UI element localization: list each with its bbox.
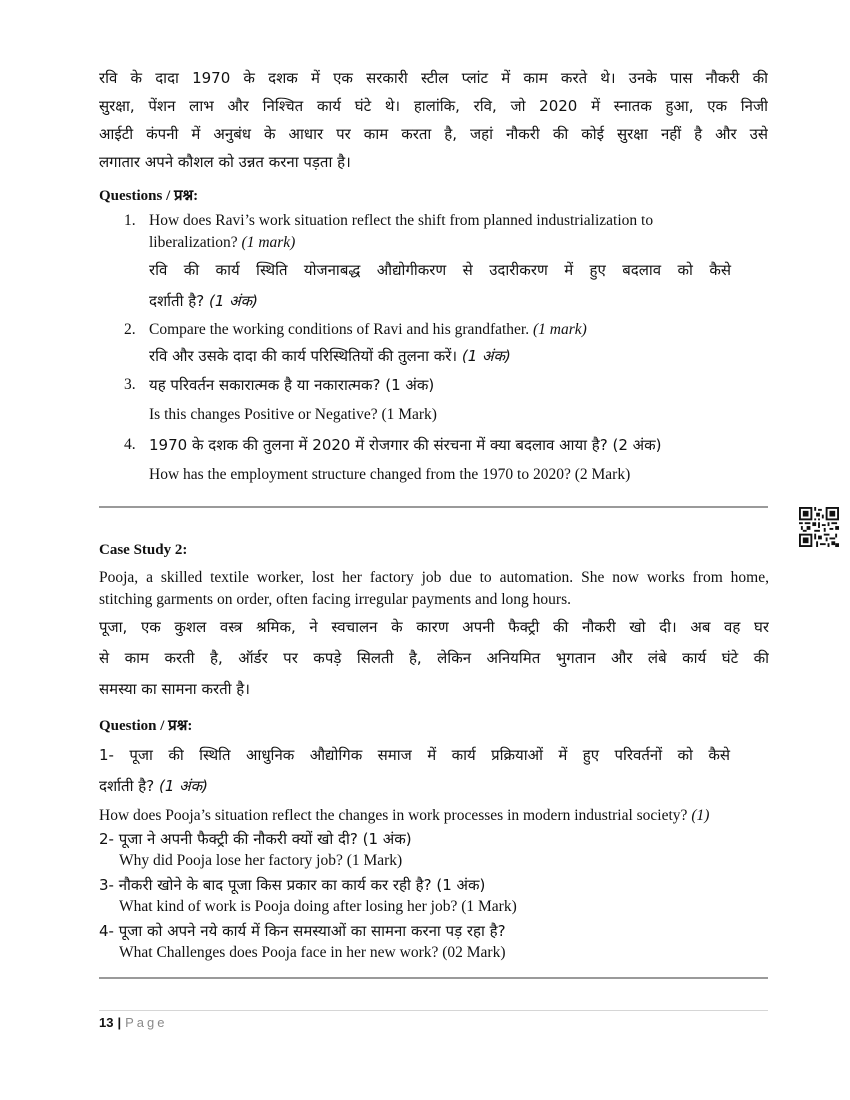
footer-rule (99, 1010, 768, 1011)
q1-hi-line2 (149, 291, 258, 311)
q1-hi-line1: रवि की कार्य स्थिति योजनाबद्ध औद्योगीकरण से उदारीकरण में हुए बदलाव को कैसे (149, 261, 731, 279)
case-en-line-1: Pooja, a skilled textile worker, lost her factory job due to automation. She now works from home, (99, 569, 769, 586)
q2-en-line1 (149, 321, 587, 339)
section-divider-2 (99, 977, 768, 979)
q1-en-line2 (149, 234, 295, 252)
qr-code-icon (799, 507, 839, 547)
page-number: 13 (99, 1015, 114, 1030)
case-study-title: Case Study 2: (99, 542, 188, 558)
case-hi-line-1: पूजा, एक कुशल वस्त्र श्रमिक, ने स्वचालन के कारण अपनी फैक्ट्री की नौकरी खो दी। अब वह घर (99, 618, 769, 636)
page-footer (99, 1015, 167, 1030)
case-hi-line-2: से काम करती है, ऑर्डर पर कपड़े सिलती है, लेकिन अनियमित भुगतान और लंबे कार्य घंटे की (99, 649, 769, 667)
q4-number: 4. (124, 436, 136, 453)
intro-line-3: आईटी कंपनी में अनुबंध के आधार पर काम करता है, जहां नौकरी की कोई सुरक्षा नहीं है और उसे (99, 125, 768, 143)
question-heading-2: Question / प्रश्न: (99, 718, 193, 734)
q1-hi-text: दर्शाती है? (149, 292, 205, 310)
q1-en-mark: (1 mark) (241, 234, 296, 251)
q1-number: 1. (124, 212, 136, 229)
intro-paragraph (99, 68, 768, 188)
q1-hi-mark: (1 अंक) (208, 292, 258, 310)
q2-en-mark: (1 mark) (532, 321, 587, 338)
cq1-en-text: How does Pooja’s situation reflect the changes in work processes in modern industrial society? (99, 807, 688, 824)
cq1-hi-line2 (99, 776, 208, 796)
q3-number: 3. (124, 376, 136, 393)
q2-hi-text: रवि और उसके दादा की कार्य परिस्थितियों की तुलना करें। (149, 347, 458, 365)
q2-hi-mark: (1 अंक) (461, 347, 511, 365)
cq1-hi-mark: (1 अंक) (158, 777, 208, 795)
intro-line-2: सुरक्षा, पेंशन लाभ और निश्चित कार्य घंटे थे। हालांकि, रवि, जो 2020 में स्नातक हुआ, एक निजी (99, 97, 768, 115)
cq1-en-mark: (1) (691, 807, 710, 824)
questions-heading: Questions / प्रश्न: (99, 188, 199, 204)
q2-hi-line1 (149, 346, 511, 366)
q2-en-text: Compare the working conditions of Ravi and his grandfather. (149, 321, 530, 338)
q1-en-text: liberalization? (149, 234, 238, 251)
cq1-hi-text: दर्शाती है? (99, 777, 155, 795)
intro-line-4: लगातार अपने कौशल को उन्नत करना पड़ता है। (99, 153, 351, 171)
q4-en-line1: How has the employment structure changed from the 1970 to 2020? (2 Mark) (149, 466, 631, 483)
intro-line-1: रवि के दादा 1970 के दशक में एक सरकारी स्टील प्लांट में काम करते थे। उनके पास नौकरी की (99, 69, 768, 87)
q1-en-line1: How does Ravi’s work situation reflect the shift from planned industrialization to (149, 212, 654, 229)
page-label: Page (125, 1015, 168, 1030)
cq2-hi-line: 2- पूजा ने अपनी फैक्ट्री की नौकरी क्यों खो दी? (1 अंक) (99, 830, 412, 848)
footer-separator: | (117, 1015, 122, 1030)
case-hi-paragraph (99, 617, 769, 707)
q3-en-line1: Is this changes Positive or Negative? (1 Mark) (149, 406, 437, 423)
cq4-en-line: What Challenges does Pooja face in her new work? (02 Mark) (119, 944, 506, 961)
case-hi-line-3: समस्या का सामना करती है। (99, 680, 250, 698)
cq2-en-line: Why did Pooja lose her factory job? (1 Mark) (119, 852, 403, 869)
cq1-en-line (99, 807, 709, 825)
cq4-hi-line: 4- पूजा को अपने नये कार्य में किन समस्याओं का सामना करना पड़ रहा है? (99, 922, 506, 940)
q3-hi-line1: यह परिवर्तन सकारात्मक है या नकारात्मक? (1 अंक) (149, 376, 435, 394)
q4-hi-line1: 1970 के दशक की तुलना में 2020 में रोजगार की संरचना में क्या बदलाव आया है? (2 अंक) (149, 436, 662, 454)
cq3-en-line: What kind of work is Pooja doing after losing her job? (1 Mark) (119, 898, 517, 915)
case-en-paragraph (99, 569, 769, 613)
cq3-hi-line: 3- नौकरी खोने के बाद पूजा किस प्रकार का कार्य कर रही है? (1 अंक) (99, 876, 486, 894)
case-en-line-2: stitching garments on order, often facing irregular payments and long hours. (99, 591, 572, 608)
cq1-hi-line1: 1- पूजा की स्थिति आधुनिक औद्योगिक समाज में कार्य प्रक्रियाओं में हुए परिवर्तनों को कैसे (99, 746, 730, 764)
section-divider-1 (99, 506, 768, 508)
q2-number: 2. (124, 321, 136, 338)
